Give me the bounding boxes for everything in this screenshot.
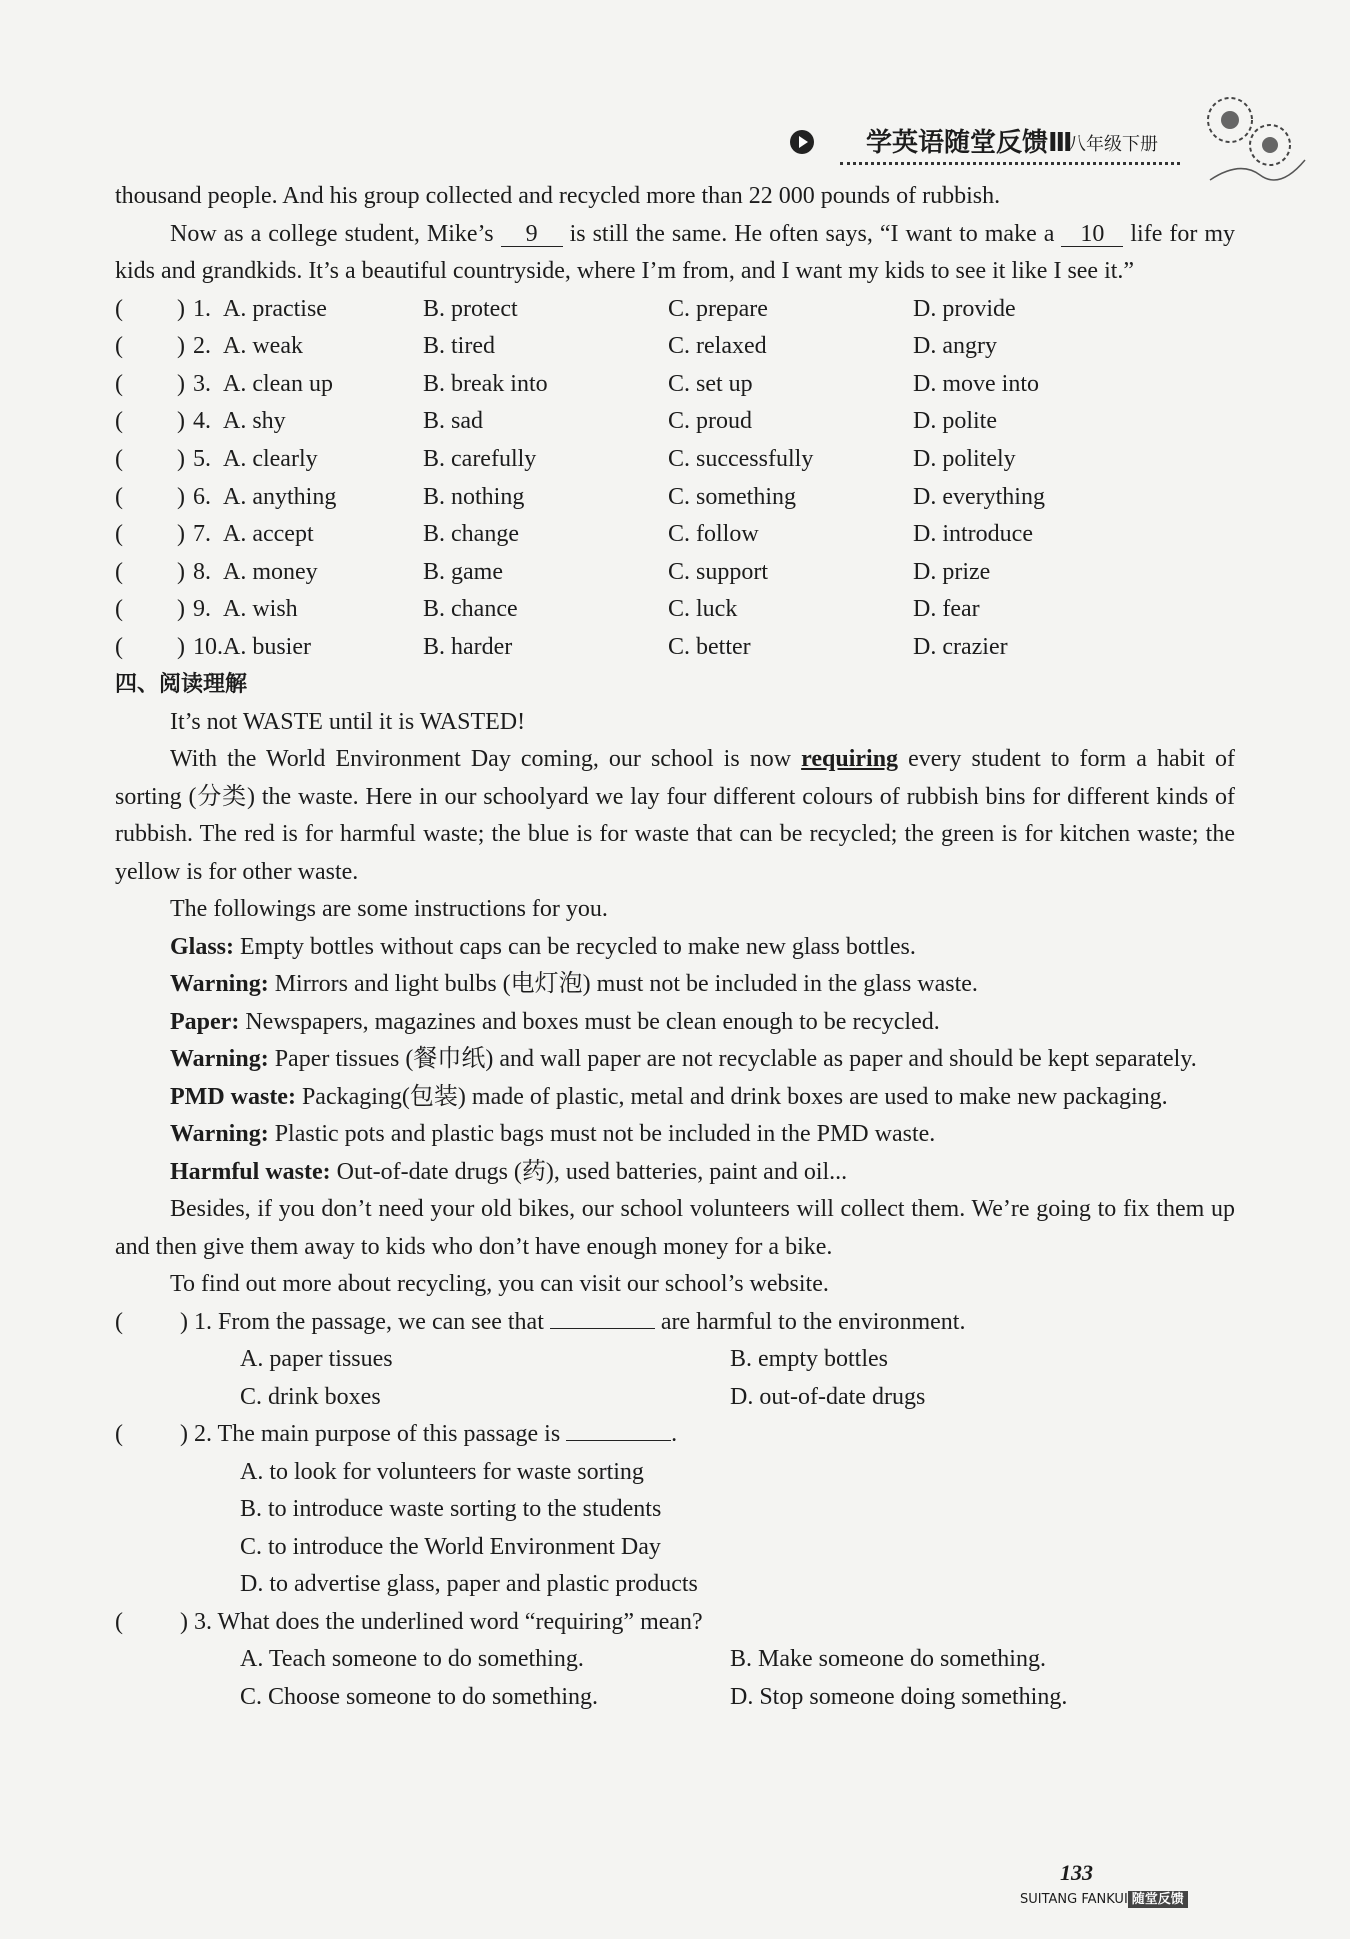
option-a: A. busier [223,633,311,660]
answer-paren: ) [177,445,185,472]
option-c: C. better [668,633,751,660]
option-a: A. paper tissues [240,1346,393,1373]
option-d: D. fear [913,596,980,623]
header-divider [840,162,1180,165]
question-options [115,1379,1235,1417]
question-number: 10. [193,633,223,660]
option-b: B. empty bottles [730,1346,888,1373]
option-c: C. prepare [668,295,768,322]
option-c: C. support [668,558,769,585]
footer-badge: 随堂反馈 [1128,1891,1188,1908]
question-number: 5. [193,445,211,472]
text: Paper tissues (餐巾纸) and wall paper are not recyclable as paper and should be kept separately. [268,1046,1197,1073]
option-d: D. move into [913,370,1039,397]
question-2 [115,1416,1235,1454]
text: Now as a college student, Mike’s [170,220,501,247]
instruction [115,929,1235,967]
footer-text: SUITANG FANKUI [1020,1892,1128,1907]
passage-paragraph: The followings are some instructions for you. [170,896,608,923]
answer-paren-cell [115,441,223,479]
label: Glass: [170,933,235,960]
option-b: B. nothing [423,483,525,510]
answer-blank [550,1328,655,1329]
answer-paren: ( [115,1308,123,1335]
option-d: D. out-of-date drugs [730,1383,926,1410]
question-1 [115,1304,1235,1342]
option-d: D. provide [913,295,1016,322]
answer-paren: ) [177,633,185,660]
answer-paren: ( [115,408,123,435]
option-c: C. drink boxes [240,1383,381,1410]
label: Warning: [170,1121,269,1148]
instruction [115,1116,1235,1154]
answer-paren: ) [177,558,185,585]
answer-paren-cell [115,629,223,667]
option-d: D. polite [913,408,997,435]
answer-paren: ) [177,333,185,360]
answer-paren: ( [115,445,123,472]
answer-paren-cell [115,478,223,516]
answer-paren: ) [177,596,185,623]
answer-paren: ( [115,483,123,510]
instruction [115,1079,1235,1117]
passage-paragraph: Besides, if you don’t need your old bikes, our school volunteers will collect them. We’re going to fix them up and then give them away to kids who don’t have enough money for a bike. [115,1196,1235,1260]
option-a: A. practise [223,295,327,322]
text: ) 1. From the passage, we can see that [180,1308,550,1335]
text: life for my kids and grandkids. It’s a beautiful countryside, where I’m from, and I want my kids to see it like I see it.” [115,220,1236,284]
option-a: A. money [223,558,318,585]
option-row [115,366,1235,404]
answer-paren: ( [115,633,123,660]
text: Newspapers, magazines and boxes must be clean enough to be recycled. [239,1008,940,1035]
question-options [115,1679,1235,1717]
option-d: D. to advertise glass, paper and plastic products [240,1571,698,1598]
option-b: B. chance [423,596,518,623]
answer-paren-cell [115,591,223,629]
option-d: D. everything [913,483,1045,510]
text: ) 3. What does the underlined word “requiring” mean? [180,1608,703,1635]
text: . [671,1421,678,1448]
question-number: 4. [193,408,211,435]
option-row [115,478,1235,516]
option-a: A. wish [223,596,298,623]
option-b: B. to introduce waste sorting to the students [240,1496,662,1523]
option-b: B. game [423,558,503,585]
label: PMD waste: [170,1083,296,1110]
option-row [115,516,1235,554]
instruction [115,1041,1235,1079]
page-number: 133 [1060,1860,1093,1885]
label: Paper: [170,1008,240,1035]
text: are harmful to the environment. [654,1308,966,1335]
answer-paren: ) [177,521,185,548]
option-d: D. politely [913,445,1016,472]
option-b: B. sad [423,408,483,435]
answer-paren: ) [177,295,185,322]
answer-paren-cell [115,403,223,441]
option-d: D. introduce [913,521,1033,548]
option-d: D. crazier [913,633,1008,660]
answer-paren: ( [115,558,123,585]
question-3 [115,1604,1235,1642]
blank-9: 9 [501,222,563,247]
option-a: A. to look for volunteers for waste sorting [240,1458,644,1485]
option-c: C. relaxed [668,333,767,360]
page-content [115,178,1235,1716]
passage-paragraph [115,216,1235,291]
option-a: A. shy [223,408,286,435]
option-c: C. Choose someone to do something. [240,1683,598,1710]
option-row [115,291,1235,329]
answer-paren: ) [177,408,185,435]
answer-paren: ) [177,370,185,397]
option-c: C. proud [668,408,752,435]
text: Out-of-date drugs (药), used batteries, paint and oil... [330,1158,848,1185]
answer-paren-cell [115,366,223,404]
text: Empty bottles without caps can be recycled to make new glass bottles. [234,933,916,960]
label: Harmful waste: [170,1158,331,1185]
section-heading: 四、阅读理解 [115,672,248,698]
option-a: A. accept [223,521,314,548]
text: ) 2. The main purpose of this passage is [180,1421,567,1448]
book-subtitle: 八年级下册 [1068,134,1158,155]
option-d: D. angry [913,333,997,360]
answer-paren-cell [115,554,223,592]
instruction [115,1154,1235,1192]
answer-paren: ( [115,295,123,322]
answer-paren-cell [115,328,223,366]
decoration-icon [1200,90,1310,190]
answer-paren: ( [115,1421,123,1448]
answer-paren: ( [115,333,123,360]
text: every student to form a habit of sorting (分类) the waste. Here in our schoolyard we lay four different colours of rubbish bins for different kinds of rubbish. The red is for harmful waste; the blue is for waste that can be recycled; the green is for kitchen waste; the yellow is for other waste. [115,746,1236,885]
option-c: C. something [668,483,797,510]
option-b: B. tired [423,333,495,360]
instruction [115,1004,1235,1042]
option-c: C. successfully [668,445,814,472]
option-row [115,328,1235,366]
option-a: A. weak [223,333,303,360]
passage-paragraph [115,741,1235,891]
option-row [115,629,1235,667]
option-b: B. break into [423,370,548,397]
option-row [115,591,1235,629]
answer-paren-cell [115,516,223,554]
play-circle-icon [790,130,814,154]
question-number: 6. [193,483,211,510]
question-number: 3. [193,370,211,397]
text: With the World Environment Day coming, our school is now [170,746,802,773]
answer-paren: ) [177,483,185,510]
book-title: 学英语随堂反馈Ⅲ [866,128,1073,158]
option-b: B. carefully [423,445,537,472]
option-d: D. prize [913,558,991,585]
page-header [790,120,1190,170]
option-a: A. Teach someone to do something. [240,1646,584,1673]
option-row [115,554,1235,592]
answer-paren: ( [115,521,123,548]
blank-10: 10 [1061,222,1123,247]
option-a: A. anything [223,483,337,510]
passage-line: thousand people. And his group collected and recycled more than 22 000 pounds of rubbish. [115,183,1001,209]
option-d: D. Stop someone doing something. [730,1683,1068,1710]
underlined-word: requiring [801,746,899,773]
question-number: 8. [193,558,211,585]
passage-paragraph: To find out more about recycling, you can visit our school’s website. [170,1271,829,1298]
text: Packaging(包装) made of plastic, metal and drink boxes are used to make new packaging. [295,1083,1168,1110]
option-c: C. to introduce the World Environment Day [240,1533,661,1560]
option-a: A. clean up [223,370,333,397]
text: Plastic pots and plastic bags must not be included in the PMD waste. [268,1121,936,1148]
answer-paren: ( [115,1608,123,1635]
answer-blank [566,1440,671,1441]
cloze-options-table [115,291,1235,667]
question-options [115,1341,1235,1379]
label: Warning: [170,971,269,998]
instruction [115,966,1235,1004]
answer-paren: ( [115,596,123,623]
option-b: B. change [423,521,519,548]
label: Warning: [170,1046,269,1073]
question-number: 9. [193,596,211,623]
text: Mirrors and light bulbs (电灯泡) must not be included in the glass waste. [268,971,978,998]
option-c: C. follow [668,521,759,548]
option-a: A. clearly [223,445,318,472]
option-b: B. Make someone do something. [730,1646,1046,1673]
passage-title: It’s not WASTE until it is WASTED! [170,708,526,735]
question-number: 1. [193,295,211,322]
page-footer [1020,1888,1188,1907]
question-number: 7. [193,521,211,548]
question-number: 2. [193,333,211,360]
option-b: B. harder [423,633,513,660]
question-options [115,1641,1235,1679]
option-c: C. luck [668,596,738,623]
option-row [115,441,1235,479]
option-c: C. set up [668,370,753,397]
answer-paren: ( [115,370,123,397]
option-b: B. protect [423,295,518,322]
answer-paren-cell [115,291,223,329]
option-row [115,403,1235,441]
text: is still the same. He often says, “I want to make a [562,220,1062,247]
